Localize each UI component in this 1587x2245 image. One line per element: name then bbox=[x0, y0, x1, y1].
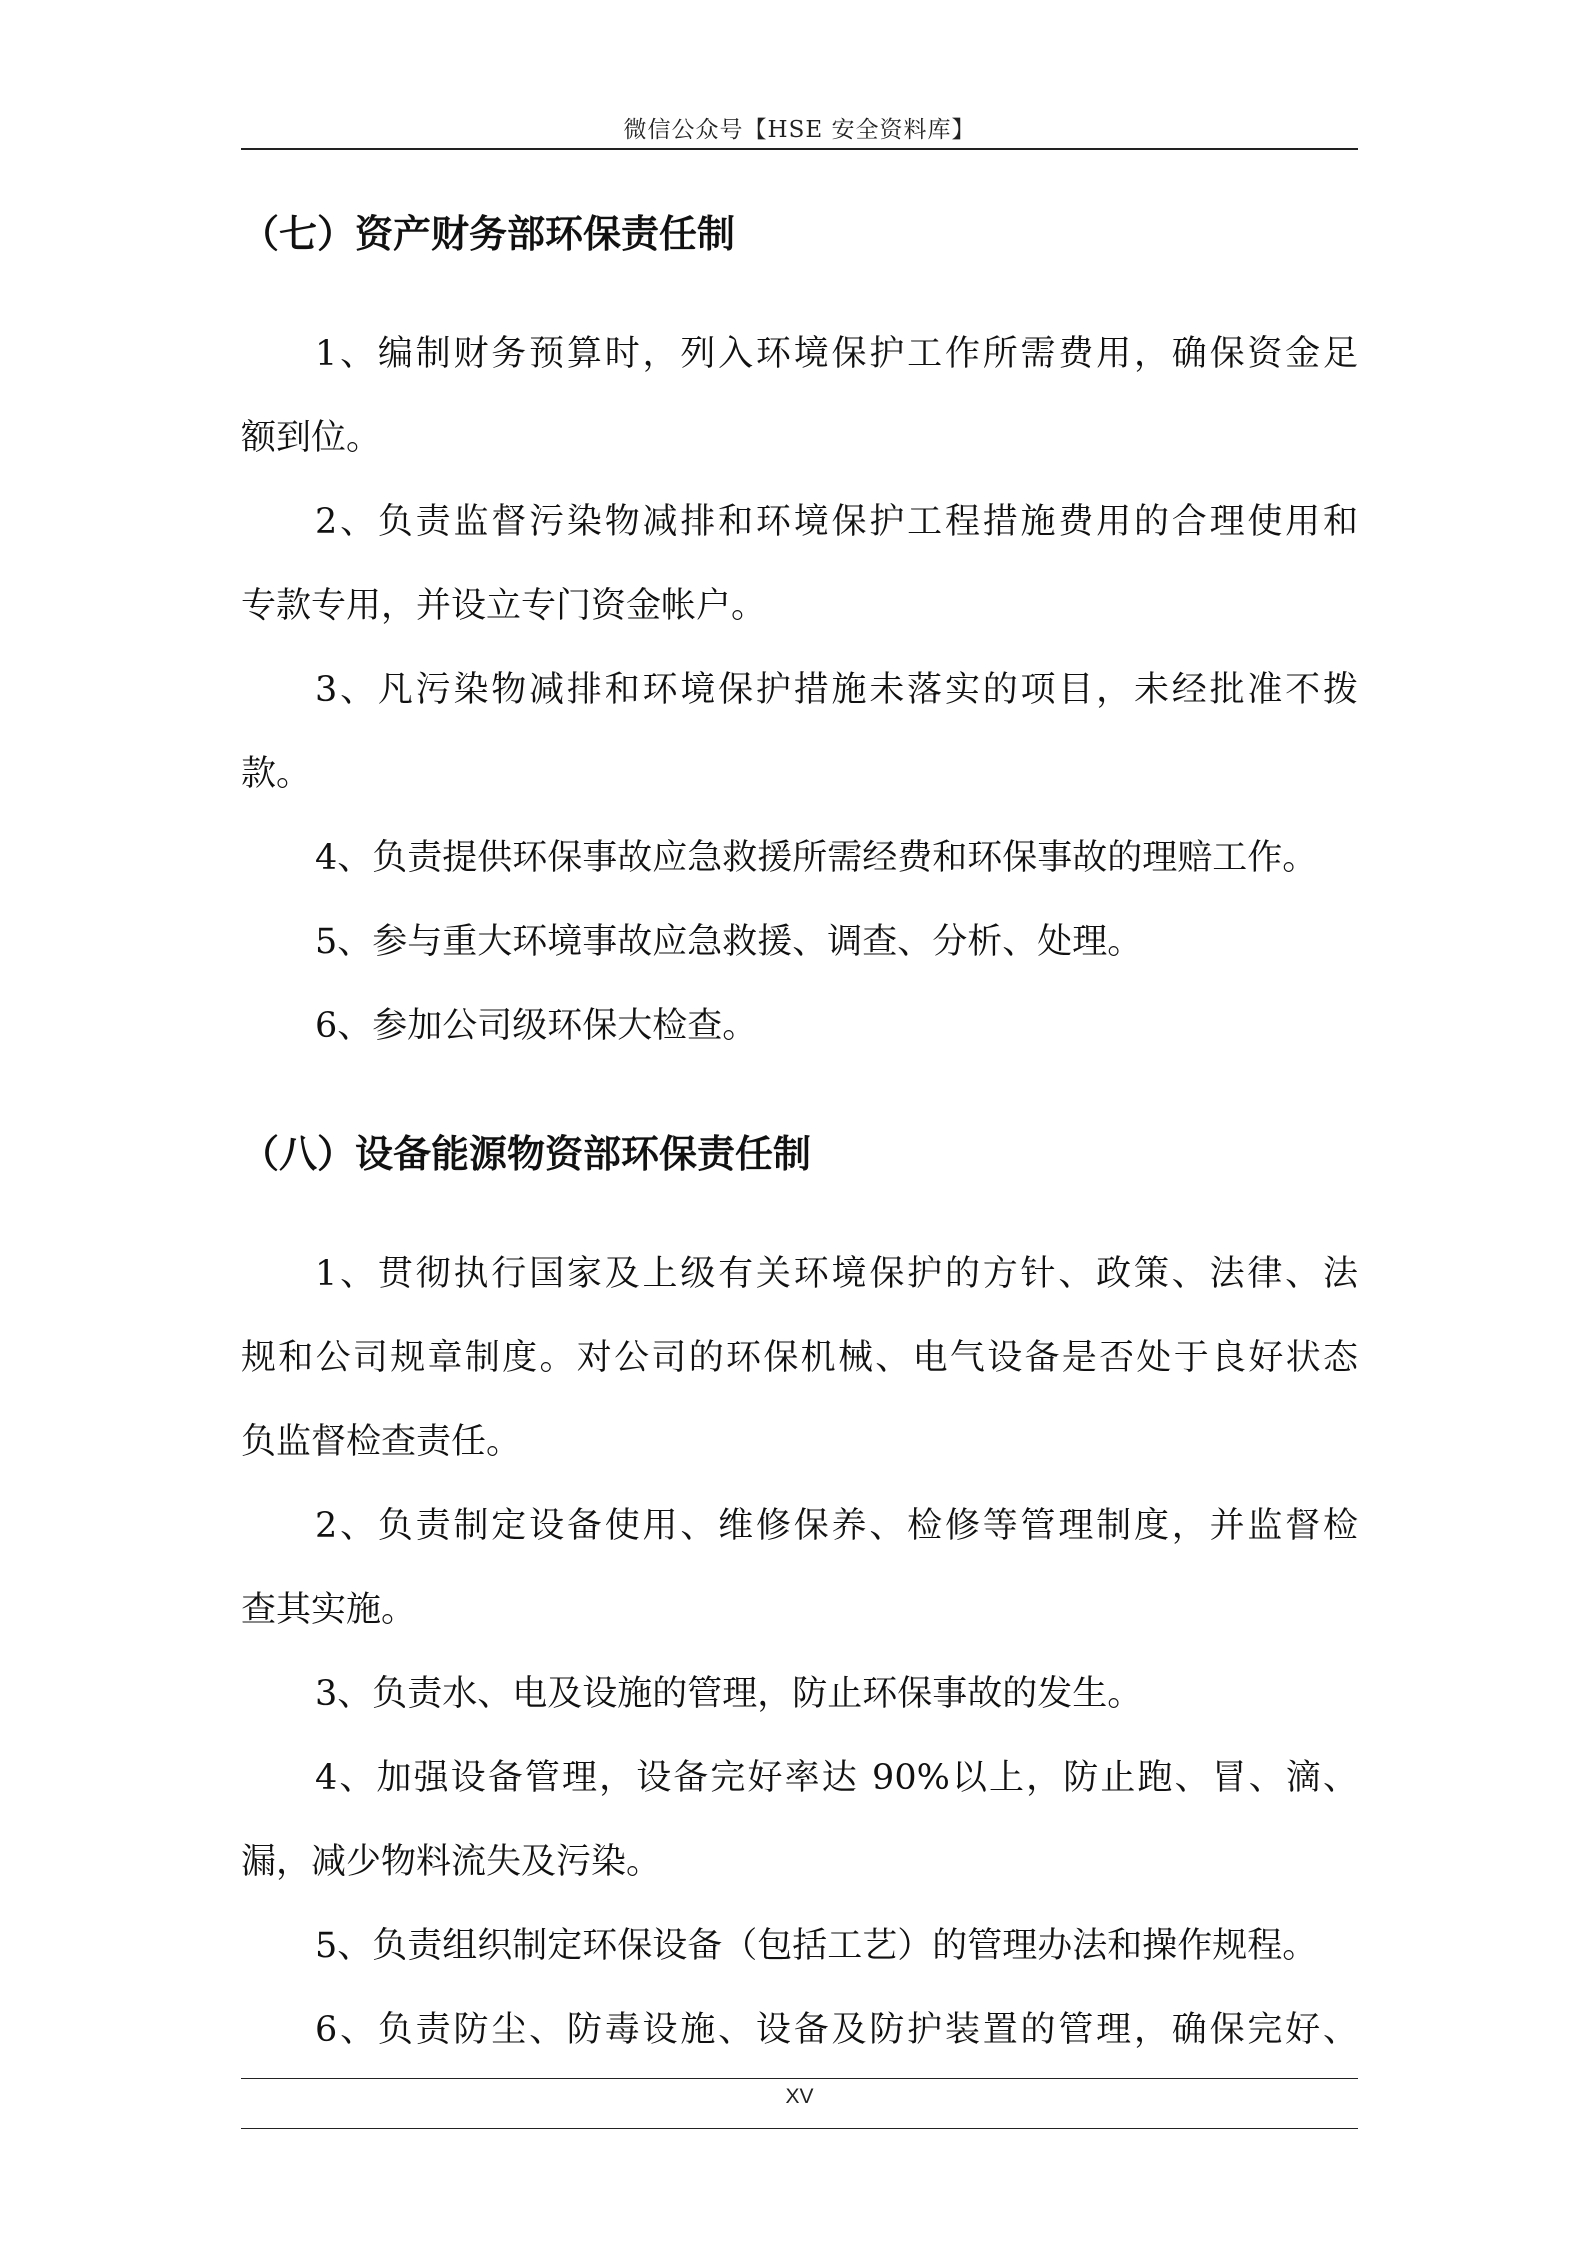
paragraph-line: 6、参加公司级环保大检查。 bbox=[315, 1006, 758, 1046]
paragraph-line: 规和公司规章制度。对公司的环保机械、电气设备是否处于良好状态 bbox=[241, 1338, 1358, 1378]
paragraph-line: 负监督检查责任。 bbox=[241, 1422, 522, 1462]
paragraph-line: 6、负责防尘、防毒设施、设备及防护装置的管理，确保完好、 bbox=[315, 2010, 1358, 2050]
paragraph-line: 3、负责水、电及设施的管理，防止环保事故的发生。 bbox=[315, 1674, 1143, 1714]
paragraph-line: 4、加强设备管理，设备完好率达 90%以上，防止跑、冒、滴、 bbox=[315, 1758, 1358, 1798]
paragraph-line: 2、负责制定设备使用、维修保养、检修等管理制度，并监督检 bbox=[315, 1506, 1358, 1546]
paragraph-line: 款。 bbox=[241, 754, 312, 794]
paragraph-line: 5、负责组织制定环保设备（包括工艺）的管理办法和操作规程。 bbox=[315, 1926, 1318, 1966]
paragraph-line: 3、凡污染物减排和环境保护措施未落实的项目，未经批准不拨 bbox=[315, 670, 1358, 710]
paragraph-line: 额到位。 bbox=[241, 418, 382, 458]
paragraph-line: 查其实施。 bbox=[241, 1590, 417, 1630]
section-heading-7: （七）资产财务部环保责任制 bbox=[241, 211, 736, 256]
header-text: 微信公众号【HSE 安全资料库】 bbox=[623, 117, 976, 143]
page-number: XV bbox=[785, 2085, 814, 2108]
paragraph-line: 漏，减少物料流失及污染。 bbox=[241, 1842, 662, 1882]
section-heading-8: （八）设备能源物资部环保责任制 bbox=[241, 1131, 812, 1176]
paragraph-line: 1、编制财务预算时，列入环境保护工作所需费用，确保资金足 bbox=[315, 334, 1358, 374]
footer-divider-bottom bbox=[241, 2128, 1358, 2129]
paragraph-line: 5、参与重大环境事故应急救援、调查、分析、处理。 bbox=[315, 922, 1143, 962]
paragraph-line: 1、贯彻执行国家及上级有关环境保护的方针、政策、法律、法 bbox=[315, 1254, 1358, 1294]
paragraph-line: 4、负责提供环保事故应急救援所需经费和环保事故的理赔工作。 bbox=[315, 838, 1318, 878]
paragraph-line: 2、负责监督污染物减排和环境保护工程措施费用的合理使用和 bbox=[315, 502, 1358, 542]
page-header bbox=[241, 112, 1358, 150]
paragraph-line: 专款专用，并设立专门资金帐户。 bbox=[241, 586, 767, 626]
